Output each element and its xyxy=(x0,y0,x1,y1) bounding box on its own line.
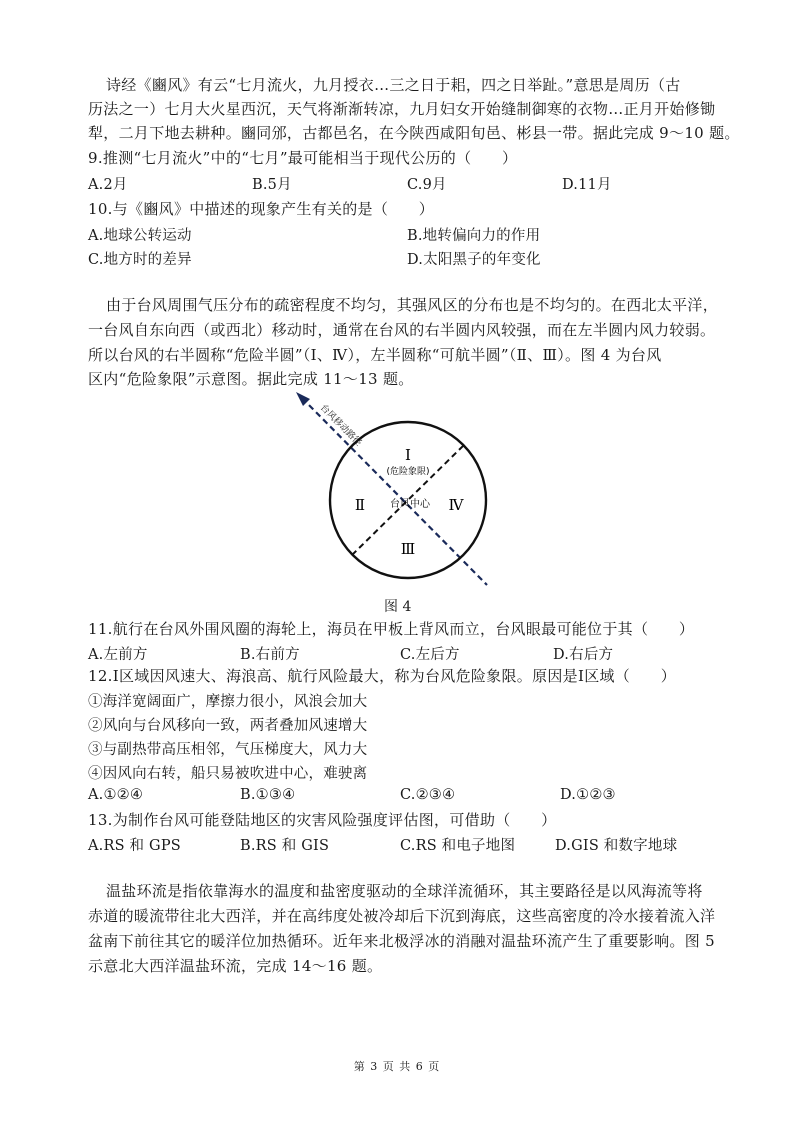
question-11-stem: 11.航行在台风外围风圈的海轮上，海员在甲板上背风而立，台风眼最可能位于其（ ） xyxy=(88,620,695,638)
question-9-stem: 9.推测“七月流火”中的“七月”最可能相当于现代公历的（ ） xyxy=(88,149,518,167)
question-13-stem: 13.为制作台风可能登陆地区的灾害风险强度评估图，可借助（ ） xyxy=(88,811,557,829)
passage-2-line-2: 一台风自东向西（或西北）移动时，通常在台风的右半圆内风较强，而在左半圆内风力较弱。 xyxy=(88,321,716,339)
question-12-statement-4: ④因风向右转，船只易被吹进中心，难驶离 xyxy=(88,766,368,782)
passage-3-line-4: 示意北大西洋温盐环流，完成 14～16 题。 xyxy=(88,957,383,975)
question-10-stem: 10.与《豳风》中描述的现象产生有关的是（ ） xyxy=(88,200,435,218)
path-label: 台风移动路径 xyxy=(317,403,364,449)
passage-1-line-3: 犁，二月下地去耕种。豳同邠，古都邑名，在今陕西咸阳旬邑、彬县一带。据此完成 9～10 题。 xyxy=(88,124,740,142)
question-12-option-c: C.②③④ xyxy=(400,787,456,803)
question-11-option-a: A.左前方 xyxy=(88,647,148,663)
question-12-option-d: D.①②③ xyxy=(560,787,616,803)
question-9-option-c: C.9月 xyxy=(407,177,447,193)
question-10-option-c: C.地方时的差异 xyxy=(88,252,192,268)
question-12-statement-3: ③与副热带高压相邻，气压梯度大，风力大 xyxy=(88,742,368,758)
passage-2-line-3: 所以台风的右半圆称“危险半圆”（Ⅰ、Ⅳ），左半圆称“可航半圆”（Ⅱ、Ⅲ）。图 4 为台风 xyxy=(88,346,662,364)
quadrant-1-sublabel: (危险象限) xyxy=(386,467,430,477)
question-11-option-c: C.左后方 xyxy=(400,647,460,663)
passage-1-line-1: 诗经《豳风》有云“七月流火，九月授衣…三之日于耜，四之日举趾。”意思是周历（古 xyxy=(106,76,681,94)
passage-3-line-3: 盆南下前往其它的暖洋位加热循环。近年来北极浮冰的消融对温盐环流产生了重要影响。图 5 xyxy=(88,932,715,950)
quadrant-4-label: Ⅳ xyxy=(448,496,464,514)
question-9-option-a: A.2月 xyxy=(88,177,128,193)
question-9-option-d: D.11月 xyxy=(562,177,612,193)
question-13-option-d: D.GIS 和数字地球 xyxy=(555,838,678,854)
typhoon-danger-quadrant-diagram xyxy=(290,390,520,590)
page-number-footer: 第 3 页 共 6 页 xyxy=(353,1060,441,1073)
question-13-option-c: C.RS 和电子地图 xyxy=(400,838,516,854)
question-12-option-b: B.①③④ xyxy=(240,787,296,803)
question-12-option-a: A.①②④ xyxy=(88,787,144,803)
question-13-option-b: B.RS 和 GIS xyxy=(240,838,330,854)
typhoon-path-arrowhead xyxy=(296,392,310,406)
quadrant-3-label: Ⅲ xyxy=(400,540,416,558)
question-10-option-b: B.地转偏向力的作用 xyxy=(407,228,541,244)
question-12-stem: 12.Ⅰ区域因风速大、海浪高、航行风险最大，称为台风危险象限。原因是Ⅰ区域（ ） xyxy=(88,667,677,685)
question-13-option-a: A.RS 和 GPS xyxy=(88,838,181,854)
passage-1-line-2: 历法之一）七月大火星西沉，天气将渐渐转凉，九月妇女开始缝制御寒的衣物…正月开始修锄 xyxy=(88,100,716,118)
question-10-option-a: A.地球公转运动 xyxy=(88,228,192,244)
passage-2-line-1: 由于台风周围气压分布的疏密程度不均匀，其强风区的分布也是不均匀的。在西北太平洋， xyxy=(106,296,719,314)
passage-3-line-1: 温盐环流是指依靠海水的温度和盐密度驱动的全球洋流循环，其主要路径是以风海流等将 xyxy=(106,882,703,900)
question-10-option-d: D.太阳黑子的年变化 xyxy=(407,252,541,268)
question-12-statement-1: ①海洋宽阔面广，摩擦力很小，风浪会加大 xyxy=(88,694,368,710)
typhoon-center-label: 台风中心 xyxy=(390,499,430,510)
quadrant-1-label: Ⅰ xyxy=(405,446,411,464)
question-9-option-b: B.5月 xyxy=(252,177,292,193)
passage-3-line-2: 赤道的暖流带往北大西洋，并在高纬度处被冷却后下沉到海底，这些高密度的冷水接着流入洋 xyxy=(88,907,716,925)
question-12-statement-2: ②风向与台风移向一致，两者叠加风速增大 xyxy=(88,718,368,734)
figure-4-caption: 图 4 xyxy=(384,599,412,615)
passage-2-line-4: 区内“危险象限”示意图。据此完成 11～13 题。 xyxy=(88,370,414,388)
question-11-option-b: B.右前方 xyxy=(240,647,300,663)
quadrant-2-label: Ⅱ xyxy=(354,496,366,514)
question-11-option-d: D.右后方 xyxy=(553,647,614,663)
